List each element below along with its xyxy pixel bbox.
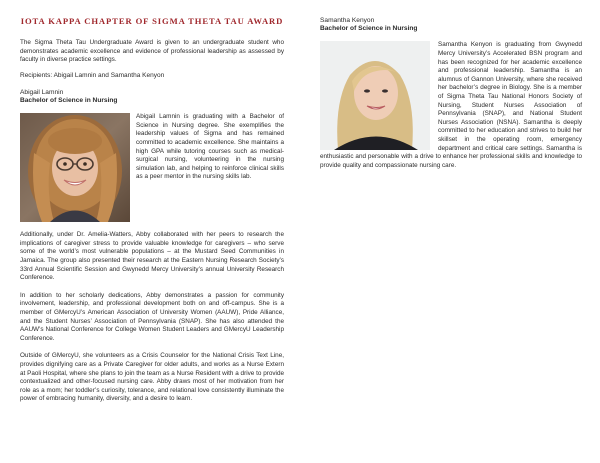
- left-column: [20, 16, 284, 404]
- abigail-degree: Bachelor of Science in Nursing: [20, 96, 118, 104]
- abigail-paragraph-4: Outside of GMercyU, she volunteers as a Crisis Counselor for the National Crisis Text Line, provides dignifying care as a Private Caregiver for older adults, and works as a Nurse Extern at Paoli Hospital, where she plans to join the team as a Nurse Resident with a drive to provide contextualized and other-focused nursing care. Abby draws most of her motivation from her role as a mom; her toddler’s curiosity, tolerance, and relational love consistently illuminate the power of embracing humanity, diversity, and a desire to learn.: [20, 352, 284, 403]
- award-title: IOTA KAPPA CHAPTER OF SIGMA THETA TAU AWARD: [20, 16, 284, 26]
- abigail-paragraph-3: In addition to her scholarly dedications, Abby demonstrates a passion for community involvement, leadership, and professional development both on and off-campus. She is a member of GMercyU’s American Association of University Women (AAUW), Pride Alliance, and the Student Nurses’ Association of Pennsylvania (SNAP). She has also attended the AAUW’s National Conference for College Women Student Leaders and GMercyU Leadership Conference.: [20, 291, 284, 342]
- samantha-degree: Bachelor of Science in Nursing: [320, 25, 418, 33]
- samantha-photo: [320, 41, 430, 150]
- abigail-paragraph-2: Additionally, under Dr. Amelia-Watters, Abby collaborated with her peers to research the implications of caregiver stress to provide valuable knowledge for caregivers – who serve some of the world’s most vulnerable populations – at the Mustard Seed Communities in Jamaica. The group also presented their research at the Eastern Nursing Research Society’s 33rd Annual Scientific Session and Gwynedd Mercy University’s annual University Research Conference.: [20, 231, 284, 282]
- right-column: [320, 17, 582, 170]
- abigail-paragraph-1: Abigail Lamnin is graduating with a Bachelor of Science in Nursing degree. She exemplifies the leadership values of Sigma and has remained committed to academic excellence. She maintains a high GPA while tutoring courses such as medical-surgical nursing, volunteering in the nursing simulation lab, and helping to reinforce clinical skills as a peer mentor in the nursing skills lab.: [136, 113, 284, 181]
- abigail-name: Abigail Lamnin: [20, 88, 64, 96]
- award-description: The Sigma Theta Tau Undergraduate Award is given to an undergraduate student who demonstrates academic excellence and evidence of professional leadership as assessed by faculty in diverse practice settings.: [20, 39, 284, 64]
- recipients-line: Recipients: Abigail Lamnin and Samantha Kenyon: [20, 71, 165, 79]
- abigail-photo: [20, 113, 130, 222]
- samantha-name: Samantha Kenyon: [320, 17, 375, 24]
- samantha-paragraph-1: Samantha Kenyon is graduating from Gwynedd Mercy University’s Accelerated BSN program and has been recognized for her academic excellence and professional leadership. Samantha is an alumnus of Gannon University, where she received her bachelor’s degree in Biology. She is a member of Sigma Theta Tau National Honors Society of Nursing, Student Nurses Association of Pennsylvania (SNAP), and National Student Nurses Association (NSNA). Samantha is deeply committed to her education and strives to build her skillset in the operating room, emergency department and critical care settings. Samantha is enthusiastic and personable with a drive to enhance her professional skills and knowledge to provide quality and compassionate nursing care.: [320, 41, 582, 169]
